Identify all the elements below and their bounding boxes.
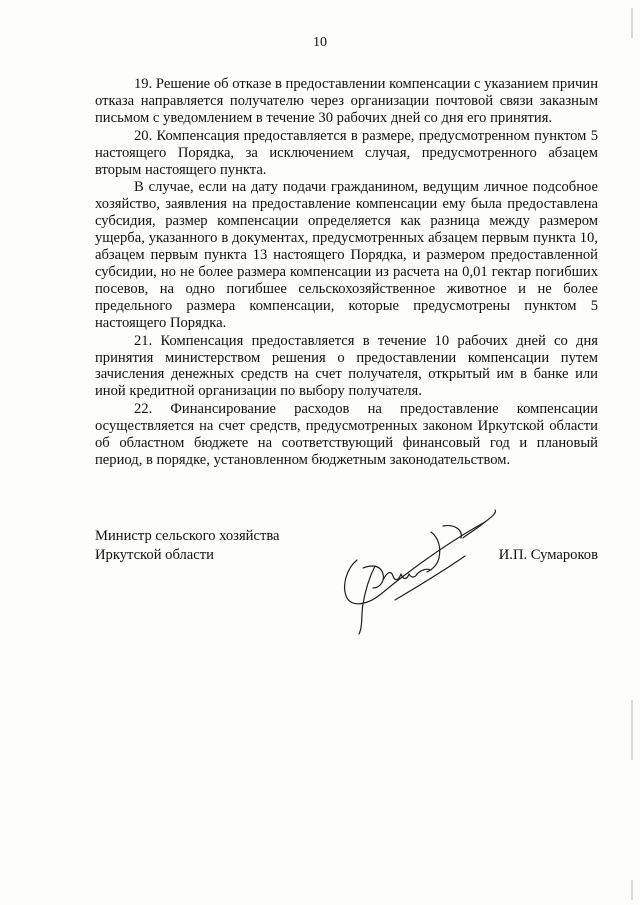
document-body: [95, 76, 598, 470]
paragraph-22: 22. Финансирование расходов на предоставление компенсации осуществляется на счет средств, предусмотренных законом Иркутской области об областном бюджете на соответствующий финансовый год и плановый период, в порядке, установленном бюджетным законодательством.: [95, 401, 598, 468]
signer-position-line-2: Иркутской области: [95, 547, 214, 563]
handwritten-signature: [335, 508, 505, 638]
paragraph-20: 20. Компенсация предоставляется в размере, предусмотренном пунктом 5 настоящего Порядка, за исключением случая, предусмотренного абзацем вторым настоящего пункта.: [95, 127, 598, 178]
signature-block: [95, 528, 598, 658]
scan-edge-mark: [631, 700, 633, 760]
paragraph-21: 21. Компенсация предоставляется в течение 10 рабочих дней со дня принятия министерством решения о предоставлении компенсации путем зачисления денежных средств на счет получателя, открытый им в банке или иной кредитной организации по выбору получателя.: [95, 332, 598, 400]
paragraph-19: 19. Решение об отказе в предоставлении компенсации с указанием причин отказа направляется получателю через организации почтовой связи заказным письмом с уведомлением в течение 30 рабочих дней со дня его принятия.: [95, 76, 598, 126]
scan-edge-mark: [631, 8, 633, 38]
signer-position-line-1: Министр сельского хозяйства: [95, 528, 280, 544]
page-number: 10: [313, 35, 327, 50]
signer-name: И.П. Сумароков: [498, 547, 598, 563]
scan-edge-mark: [631, 880, 633, 900]
paragraph-20-second-clause: В случае, если на дату подачи гражданином, ведущим личное подсобное хозяйство, заявления на предоставление компенсации ему была предоставлена субсидия, размер компенсации определяется как разница между размером ущерба, указанного в документах, предусмотренных абзацем первым пункта 10, абзацем первым пункта 13 настоящего Порядка, и размером предоставленной субсидии, но не более размера компенсации из расчета на 0,01 гектар погибших посевов, на одно погибшее сельскохозяйственное животное и не более предельного размера компенсации, которые предусмотрены пунктом 5 настоящего Порядка.: [95, 179, 598, 331]
